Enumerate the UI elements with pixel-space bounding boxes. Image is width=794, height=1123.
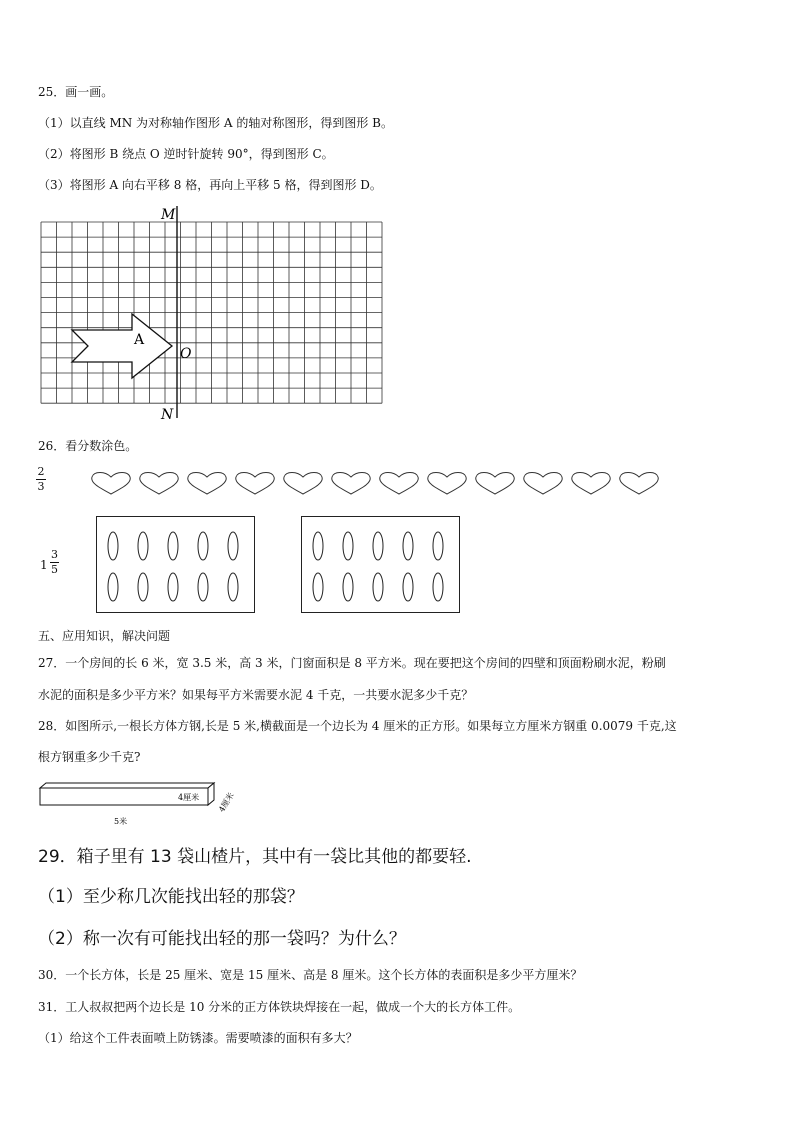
label-o: O [180, 346, 192, 362]
hearts-row [88, 470, 668, 500]
ovals-group-2 [302, 517, 459, 612]
oval-shape [313, 532, 323, 560]
shape-a [72, 314, 172, 378]
q31-line-1: 31．工人叔叔把两个边长是 10 分米的正方体铁块焊接在一起，做成一个大的长方体工件。 [38, 1000, 521, 1014]
oval-box-1 [96, 516, 255, 613]
bar-top-face [40, 783, 214, 788]
q29-line-3: （2）称一次有可能找出轻的那一袋吗？为什么？ [38, 929, 406, 949]
oval-shape [228, 573, 238, 601]
fraction-2-numerator: 3 [51, 548, 58, 561]
heart-shape [380, 473, 419, 495]
q25-grid-figure [30, 204, 390, 426]
heart-shape [476, 473, 515, 495]
oval-shape [108, 573, 118, 601]
heart-shape [524, 473, 563, 495]
label-length-5m: 5米 [114, 817, 128, 826]
oval-box-2 [301, 516, 460, 613]
q25-title: 25．画一画。 [38, 85, 114, 99]
q27-line-1: 27．一个房间的长 6 米，宽 3.5 米，高 3 米，门窗面积是 8 平方米。现在要把这个房间的四壁和顶面粉刷水泥，粉刷 [38, 656, 666, 670]
ovals-group-1 [97, 517, 254, 612]
mixed-number-whole: 1 [40, 558, 48, 572]
oval-shape [373, 532, 383, 560]
oval-shape [433, 532, 443, 560]
fraction-1-numerator: 2 [37, 465, 45, 478]
oval-shape [313, 573, 323, 601]
oval-shape [198, 573, 208, 601]
q26-title: 26．看分数涂色。 [38, 439, 138, 453]
q31-line-2: （1）给这个工件表面喷上防锈漆。需要喷漆的面积有多大？ [38, 1031, 358, 1045]
label-front-4cm: 4厘米 [178, 793, 200, 802]
label-side-4cm: 4厘米 [217, 790, 236, 814]
heart-shape [284, 473, 323, 495]
steel-bar-figure [36, 778, 246, 828]
heart-shape [572, 473, 611, 495]
oval-shape [228, 532, 238, 560]
oval-shape [138, 532, 148, 560]
fraction-2-denominator: 5 [51, 563, 58, 576]
oval-shape [108, 532, 118, 560]
section-5-title: 五、应用知识，解决问题 [38, 629, 171, 643]
q28-line-1: 28．如图所示,一根长方体方钢,长是 5 米,横截面是一个边长为 4 厘米的正方形。如果每立方厘米方钢重 0.0079 千克,这 [38, 719, 677, 733]
q25-step-3: （3）将图形 A 向右平移 8 格，再向上平移 5 格，得到图形 D。 [38, 178, 382, 192]
q25-step-1: （1）以直线 MN 为对称轴作图形 A 的轴对称图形，得到图形 B。 [38, 116, 393, 130]
heart-shape [92, 473, 131, 495]
oval-shape [168, 532, 178, 560]
heart-shape [140, 473, 179, 495]
heart-shape [236, 473, 275, 495]
fraction-1-denominator: 3 [37, 480, 45, 493]
q25-step-2: （2）将图形 B 绕点 O 逆时针旋转 90°，得到图形 C。 [38, 147, 334, 161]
fraction-three-fifths [50, 549, 59, 576]
heart-shape [332, 473, 371, 495]
oval-shape [433, 573, 443, 601]
q27-line-2: 水泥的面积是多少平方米？如果每平方米需要水泥 4 千克，一共要水泥多少千克？ [38, 688, 474, 702]
label-a: A [134, 332, 145, 348]
oval-shape [343, 573, 353, 601]
heart-shape [428, 473, 467, 495]
oval-shape [138, 573, 148, 601]
q29-line-1: 29．箱子里有 13 袋山楂片，其中有一袋比其他的都要轻. [38, 847, 472, 867]
oval-shape [373, 573, 383, 601]
oval-shape [343, 532, 353, 560]
heart-shape [620, 473, 659, 495]
q29-line-2: （1）至少称几次能找出轻的那袋？ [38, 887, 304, 907]
oval-shape [403, 573, 413, 601]
fraction-two-thirds [36, 466, 46, 493]
label-m: M [161, 207, 176, 223]
heart-shape [188, 473, 227, 495]
square-grid [41, 222, 382, 403]
oval-shape [198, 532, 208, 560]
oval-shape [168, 573, 178, 601]
oval-shape [403, 532, 413, 560]
q30-line-1: 30．一个长方体，长是 25 厘米、宽是 15 厘米、高是 8 厘米。这个长方体的表面积是多少平方厘米？ [38, 968, 583, 982]
label-n: N [161, 407, 174, 423]
q28-line-2: 根方钢重多少千克? [38, 750, 141, 764]
